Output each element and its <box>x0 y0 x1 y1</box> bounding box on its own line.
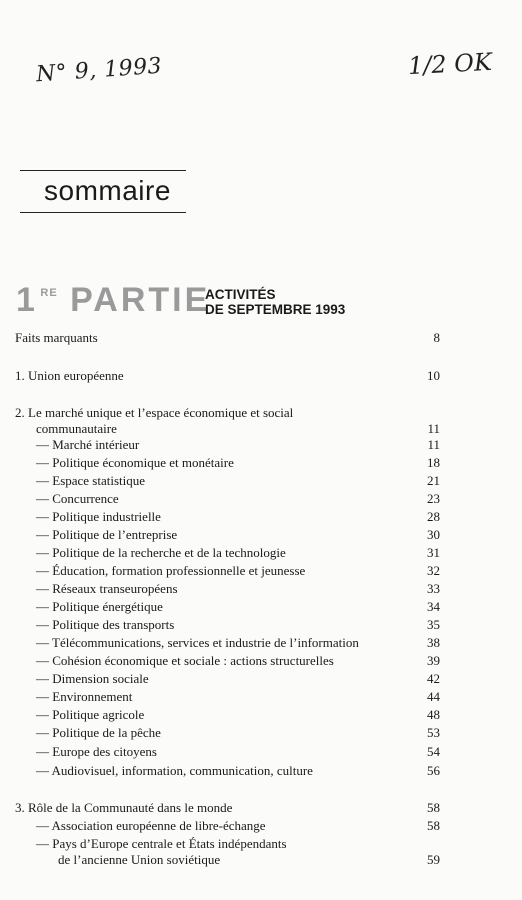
part-subtitle-line-2: DE SEPTEMBRE 1993 <box>205 302 346 317</box>
page-title: sommaire <box>44 175 171 206</box>
toc-entry-title: — Politique économique et monétaire <box>36 455 234 470</box>
toc-entry-page: 56 <box>427 763 440 778</box>
toc-entry-page: 59 <box>427 852 440 867</box>
part-subtitle <box>205 287 345 317</box>
toc-entry-page: 18 <box>427 455 440 470</box>
toc-entry-page: 35 <box>427 617 440 632</box>
toc-entry-title: 3. Rôle de la Communauté dans le monde <box>15 800 233 815</box>
toc-entry-page: 34 <box>427 599 440 614</box>
handwritten-issue-note: N° 9, 1993 <box>35 53 163 88</box>
toc-entry-title: — Marché intérieur <box>36 437 140 452</box>
part-number: 1 <box>16 281 36 319</box>
toc-entry-page: 33 <box>427 581 440 596</box>
toc-entry-title: — Europe des citoyens <box>36 744 157 759</box>
toc-entry-page: 23 <box>427 491 440 506</box>
toc-entry-title: — Télécommunications, services et industrie de l’information <box>36 635 359 650</box>
part-word: PARTIE <box>70 281 211 319</box>
part-heading <box>16 281 210 320</box>
toc-entry-page: 32 <box>427 563 440 578</box>
part-suffix: RE <box>40 287 58 299</box>
toc-entry-page: 58 <box>427 800 440 815</box>
toc-entry-title: — Audiovisuel, information, communication, culture <box>36 763 313 778</box>
toc-entry-title: 2. Le marché unique et l’espace économique et social <box>15 405 294 420</box>
toc-entry-page: 48 <box>427 707 440 722</box>
toc-entry-title: de l’ancienne Union soviétique <box>58 852 221 867</box>
toc-entry-title: 1. Union européenne <box>15 368 124 383</box>
toc-entry-page: 38 <box>427 635 440 650</box>
toc-entry-page: 39 <box>427 653 440 668</box>
toc-entry-title: — Politique industrielle <box>36 509 161 524</box>
toc-entry-title: — Dimension sociale <box>36 671 149 686</box>
toc-entry-page: 58 <box>427 818 440 833</box>
toc-entry-page: 44 <box>427 689 440 704</box>
toc-entry-title: — Pays d’Europe centrale et États indépendants <box>36 836 287 851</box>
toc-entry-page: 42 <box>427 671 440 686</box>
toc-entry-title: — Éducation, formation professionnelle et jeunesse <box>36 563 306 578</box>
toc-entry-page: 30 <box>427 527 440 542</box>
toc-entry-page: 53 <box>427 725 440 740</box>
toc-entry-page: 11 <box>427 437 440 452</box>
toc-entry-title: — Politique agricole <box>36 707 145 722</box>
toc-entry-title: — Politique de la pêche <box>36 725 161 740</box>
toc-entry-page: 31 <box>427 545 440 560</box>
toc-entry-title: — Concurrence <box>36 491 119 506</box>
toc-entry-title: — Politique de la recherche et de la technologie <box>36 545 286 560</box>
handwritten-check-note: 1/2 OK <box>407 47 493 81</box>
toc-entry-title: — Cohésion économique et sociale : actions structurelles <box>36 653 334 668</box>
toc-entry-title: — Association européenne de libre-échange <box>36 818 266 833</box>
toc-entry-title: — Environnement <box>36 689 133 704</box>
toc-entry-title: communautaire <box>36 421 117 436</box>
toc-entry-page: 28 <box>427 509 440 524</box>
toc-entry-title: — Politique des transports <box>36 617 175 632</box>
toc-entry-page: 10 <box>427 368 440 383</box>
title-rule-bottom <box>20 212 186 213</box>
toc-entry-page: 21 <box>427 473 440 488</box>
title-rule-top <box>20 170 186 171</box>
toc-entry-title: — Espace statistique <box>36 473 146 488</box>
toc-entry-page: 54 <box>427 744 440 759</box>
toc-entry-title: — Politique énergétique <box>36 599 163 614</box>
toc-entry-page: 8 <box>433 330 440 345</box>
toc-entry-title: — Politique de l’entreprise <box>36 527 178 542</box>
toc-entry-title: — Réseaux transeuropéens <box>36 581 178 596</box>
part-subtitle-line-1: ACTIVITÉS <box>205 287 276 302</box>
toc-entry-title: Faits marquants <box>15 330 98 345</box>
toc-entry-page: 11 <box>427 421 440 436</box>
